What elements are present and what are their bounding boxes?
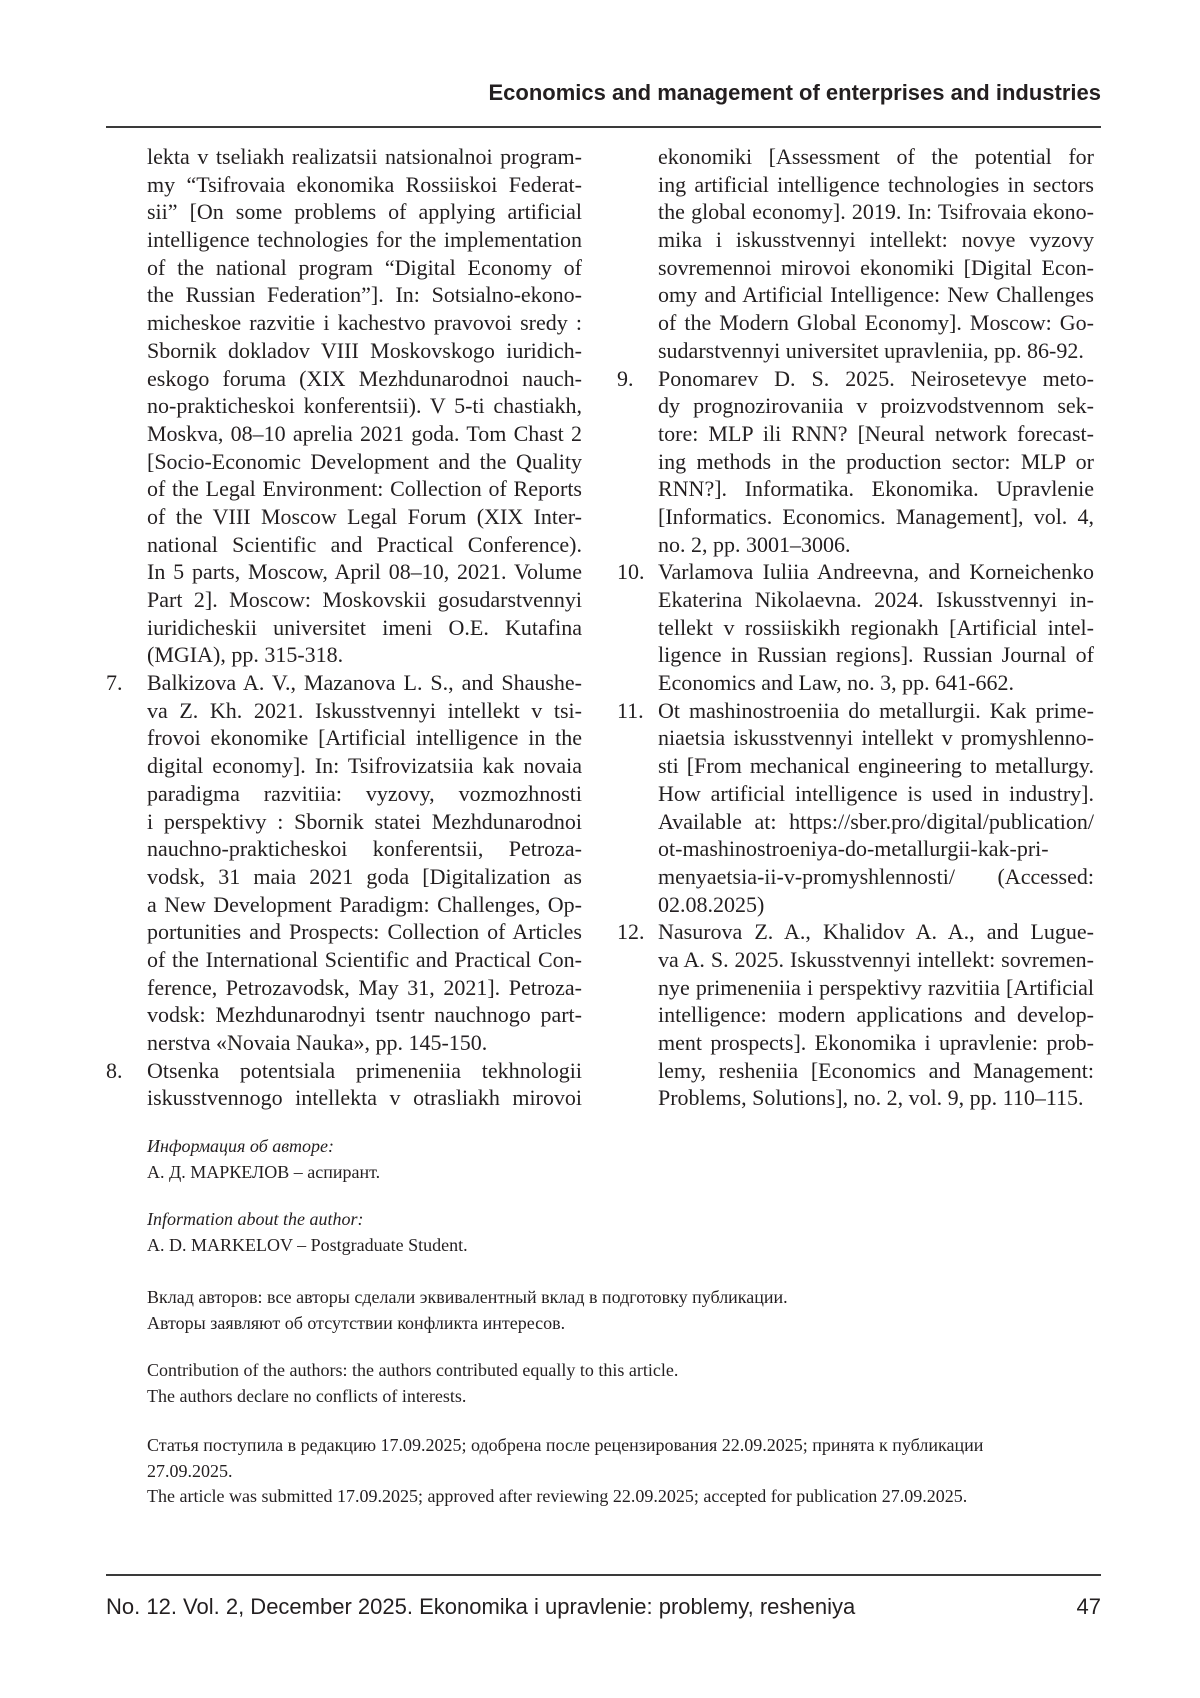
reference-line: Sbornik dokladov VIII Moskovskogo iuridich- (147, 337, 582, 365)
dates-en: The article was submitted 17.09.2025; approved after reviewing 22.09.2025; accepted for publication 27.09.2025. (147, 1484, 983, 1510)
footer-journal: No. 12. Vol. 2, December 2025. Ekonomika i upravlenie: problemy, resheniya (106, 1594, 855, 1620)
dates-ru-line1: Статья поступила в редакцию 17.09.2025; одобрена после рецензирования 22.09.2025; принята к публикации (147, 1433, 983, 1459)
reference-line: frovoi ekonomike [Artificial intelligence in the (147, 724, 582, 752)
reference-line: ference, Petrozavodsk, May 31, 2021]. Petroza- (147, 974, 582, 1002)
reference-item (617, 365, 1094, 559)
reference-line: nerstva «Novaia Nauka», pp. 145-150. (147, 1029, 582, 1057)
reference-line: the global economy]. 2019. In: Tsifrovaia ekono- (658, 198, 1094, 226)
reference-line: no. 2, pp. 3001–3006. (658, 531, 1094, 559)
reference-line: In 5 parts, Moscow, April 08–10, 2021. Volume (147, 558, 582, 586)
author-info-ru-name: А. Д. МАРКЕЛОВ – аспирант. (147, 1160, 380, 1186)
reference-line: Nasurova Z. A., Khalidov A. A., and Lugue- (658, 918, 1094, 946)
reference-line: Economics and Law, no. 3, pp. 641-662. (658, 669, 1094, 697)
page-number: 47 (1077, 1594, 1101, 1620)
contribution-ru-text: Вклад авторов: все авторы сделали эквивалентный вклад в подготовку публикации. (147, 1285, 788, 1311)
reference-line: of the Modern Global Economy]. Moscow: Go- (658, 309, 1094, 337)
reference-number: 8. (106, 1057, 123, 1085)
reference-number: 7. (106, 669, 123, 697)
reference-line: iskusstvennogo intellekta v otrasliakh mirovoi (147, 1084, 582, 1112)
reference-number: 9. (617, 365, 634, 393)
reference-line: va Z. Kh. 2021. Iskusstvennyi intellekt v tsi- (147, 697, 582, 725)
reference-line: ligence in Russian regions]. Russian Journal of (658, 641, 1094, 669)
reference-line: Ponomarev D. S. 2025. Neirosetevye meto- (658, 365, 1094, 393)
reference-line: Problems, Solutions], no. 2, vol. 9, pp. 110–115. (658, 1084, 1094, 1112)
running-header: Economics and management of enterprises and industries (489, 80, 1102, 106)
header-divider (106, 126, 1101, 128)
reference-line: omy and Artificial Intelligence: New Challenges (658, 281, 1094, 309)
conflict-ru-text: Авторы заявляют об отсутствии конфликта интересов. (147, 1311, 788, 1337)
reference-line: (MGIA), pp. 315-318. (147, 641, 582, 669)
reference-line: portunities and Prospects: Collection of Articles (147, 918, 582, 946)
reference-line: Moskva, 08–10 aprelia 2021 goda. Tom Chast 2 (147, 420, 582, 448)
reference-line: intelligence: modern applications and develop- (658, 1001, 1094, 1029)
reference-line: tellekt v rossiiskikh regionakh [Artificial intel- (658, 614, 1094, 642)
reference-line: i perspektivy : Sbornik statei Mezhdunarodnoi (147, 808, 582, 836)
reference-item (106, 1057, 582, 1112)
reference-line: niaetsia iskusstvennyi intellekt v promyshlenno- (658, 724, 1094, 752)
reference-line: a New Development Paradigm: Challenges, Op- (147, 891, 582, 919)
reference-line: the Russian Federation”]. In: Sotsialno-ekono- (147, 281, 582, 309)
reference-line: Ekaterina Nikolaevna. 2024. Iskusstvennyi in- (658, 586, 1094, 614)
contribution-en-text: Contribution of the authors: the authors contributed equally to this article. (147, 1358, 678, 1384)
reference-line: vodsk: Mezhdunarodnyi tsentr nauchnogo part- (147, 1001, 582, 1029)
reference-line: mika i iskusstvennyi intellekt: novye vyzovy (658, 226, 1094, 254)
reference-line: Varlamova Iuliia Andreevna, and Korneichenko (658, 558, 1094, 586)
reference-line: Otsenka potentsiala primeneniia tekhnologii (147, 1057, 582, 1085)
reference-line: nye primeneniia i perspektivy razvitiia [Artificial (658, 974, 1094, 1002)
reference-line: sii” [On some problems of applying artificial (147, 198, 582, 226)
author-info-en (147, 1207, 468, 1258)
reference-line: How artificial intelligence is used in industry]. (658, 780, 1094, 808)
reference-line: iuridicheskii universitet imeni O.E. Kutafina (147, 614, 582, 642)
reference-item (617, 697, 1094, 919)
reference-line: RNN?]. Informatika. Ekonomika. Upravlenie (658, 475, 1094, 503)
author-info-ru-heading: Информация об авторе: (147, 1134, 380, 1160)
reference-line: [Socio-Economic Development and the Quality (147, 448, 582, 476)
footer-divider (106, 1574, 1101, 1576)
reference-item (106, 669, 582, 1057)
reference-line: lekta v tseliakh realizatsii natsionalnoi program- (147, 143, 582, 171)
reference-line: intelligence technologies for the implementation (147, 226, 582, 254)
references-left-column (106, 143, 582, 1112)
reference-line: national Scientific and Practical Conference). (147, 531, 582, 559)
article-dates (147, 1433, 983, 1510)
reference-line: of the VIII Moscow Legal Forum (XIX Inter- (147, 503, 582, 531)
author-info-ru (147, 1134, 380, 1185)
reference-number: 12. (617, 918, 645, 946)
author-info-en-name: A. D. MARKELOV – Postgraduate Student. (147, 1233, 468, 1259)
reference-line: digital economy]. In: Tsifrovizatsiia kak novaia (147, 752, 582, 780)
reference-line: paradigma razvitiia: vyzovy, vozmozhnosti (147, 780, 582, 808)
author-info-en-heading: Information about the author: (147, 1207, 468, 1233)
reference-item (617, 143, 1094, 365)
conflict-en-text: The authors declare no conflicts of interests. (147, 1384, 678, 1410)
reference-item (617, 558, 1094, 696)
references-right-column (617, 143, 1094, 1112)
reference-line: tore: MLP ili RNN? [Neural network forecast- (658, 420, 1094, 448)
reference-line: [Informatics. Economics. Management], vol. 4, (658, 503, 1094, 531)
reference-line: of the Legal Environment: Collection of Reports (147, 475, 582, 503)
dates-ru-line2: 27.09.2025. (147, 1459, 983, 1485)
reference-line: ekonomiki [Assessment of the potential for (658, 143, 1094, 171)
reference-line: nauchno-prakticheskoi konferentsii, Petroza- (147, 835, 582, 863)
reference-number: 10. (617, 558, 645, 586)
contribution-ru (147, 1285, 788, 1336)
reference-line: Ot mashinostroeniia do metallurgii. Kak prime- (658, 697, 1094, 725)
reference-item (617, 918, 1094, 1112)
reference-line: 02.08.2025) (658, 891, 1094, 919)
reference-line: ot-mashinostroeniya-do-metallurgii-kak-pri- (658, 835, 1094, 863)
reference-number: 11. (617, 697, 644, 725)
reference-line: Available at: https://sber.pro/digital/publication/ (658, 808, 1094, 836)
reference-line: of the International Scientific and Practical Con- (147, 946, 582, 974)
reference-line: no-prakticheskoi konferentsii). V 5-ti chastiakh, (147, 392, 582, 420)
reference-line: Part 2]. Moscow: Moskovskii gosudarstvennyi (147, 586, 582, 614)
reference-line: va A. S. 2025. Iskusstvennyi intellekt: sovremen- (658, 946, 1094, 974)
reference-line: vodsk, 31 maia 2021 goda [Digitalization as (147, 863, 582, 891)
reference-line: lemy, resheniia [Economics and Management: (658, 1057, 1094, 1085)
reference-line: Balkizova A. V., Mazanova L. S., and Shaushe- (147, 669, 582, 697)
reference-line: menyaetsia-ii-v-promyshlennosti/ (Accessed: (658, 863, 1094, 891)
reference-line: ing methods in the production sector: MLP or (658, 448, 1094, 476)
reference-line: sudarstvennyi universitet upravleniia, pp. 86-92. (658, 337, 1094, 365)
reference-line: micheskoe razvitie i kachestvo pravovoi sredy : (147, 309, 582, 337)
reference-line: sti [From mechanical engineering to metallurgy. (658, 752, 1094, 780)
contribution-en (147, 1358, 678, 1409)
reference-line: my “Tsifrovaia ekonomika Rossiiskoi Federat- (147, 171, 582, 199)
reference-line: of the national program “Digital Economy of (147, 254, 582, 282)
reference-line: sovremennoi mirovoi ekonomiki [Digital Econ- (658, 254, 1094, 282)
reference-item (106, 143, 582, 669)
reference-line: ment prospects]. Ekonomika i upravlenie: prob- (658, 1029, 1094, 1057)
reference-line: dy prognozirovaniia v proizvodstvennom sek- (658, 392, 1094, 420)
reference-line: eskogo foruma (XIX Mezhdunarodnoi nauch- (147, 365, 582, 393)
reference-line: ing artificial intelligence technologies in sectors (658, 171, 1094, 199)
